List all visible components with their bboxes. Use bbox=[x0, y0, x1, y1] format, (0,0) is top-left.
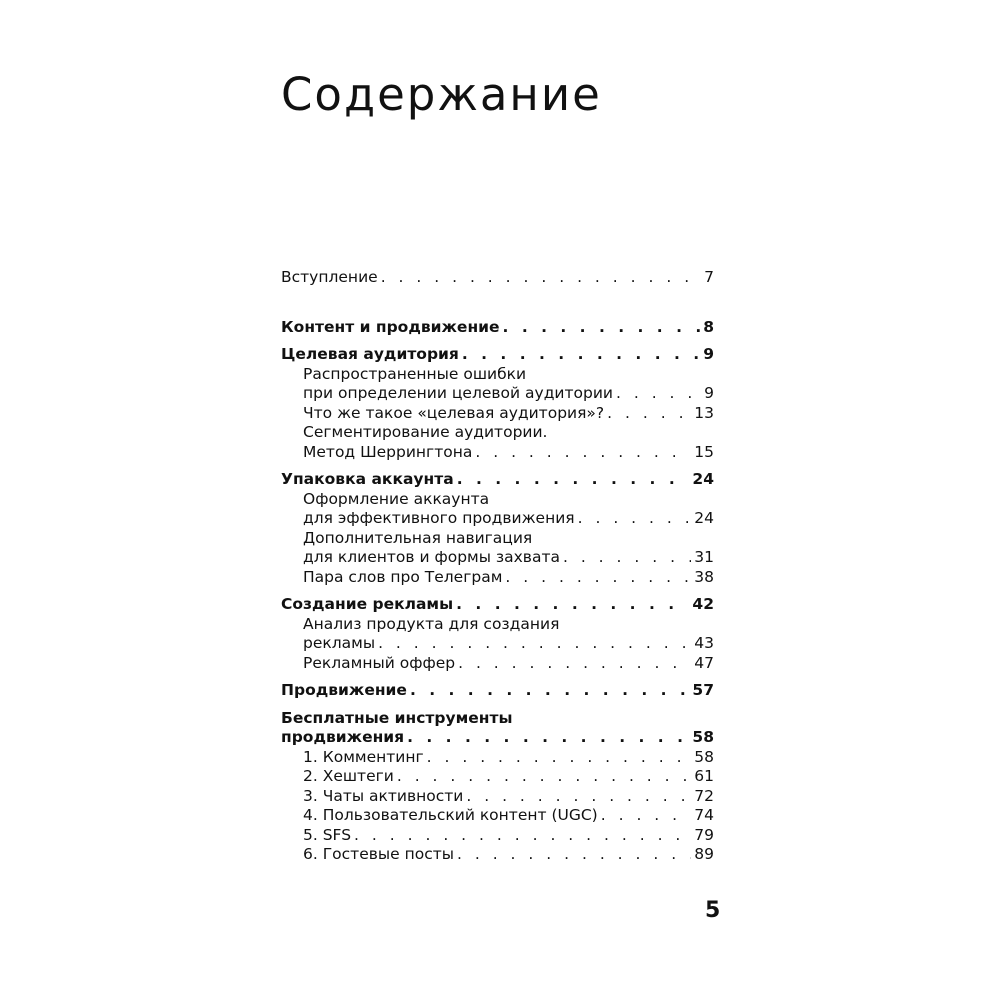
leader-dots bbox=[462, 345, 700, 365]
page-number: 5 bbox=[705, 898, 721, 923]
leader-dots bbox=[397, 767, 691, 787]
toc-section-label-line1: Бесплатные инструменты bbox=[281, 708, 513, 727]
toc-entry-page: 9 bbox=[703, 345, 714, 363]
toc-entry-intro[interactable] bbox=[281, 268, 714, 288]
leader-dots bbox=[616, 384, 701, 404]
toc-entry-page: 24 bbox=[694, 509, 714, 527]
toc-entry-label: Создание рекламы bbox=[281, 595, 454, 613]
leader-dots bbox=[475, 443, 691, 463]
leader-dots bbox=[457, 470, 690, 490]
toc-entry-label: для клиентов и формы захвата bbox=[303, 548, 560, 566]
toc-entry-label: Рекламный оффер bbox=[303, 653, 456, 672]
toc-entry-label: 5. SFS bbox=[303, 825, 352, 844]
toc-entry-page: 9 bbox=[704, 384, 714, 402]
leader-dots bbox=[563, 548, 691, 568]
leader-dots bbox=[354, 826, 691, 846]
leader-dots bbox=[466, 787, 691, 807]
toc-entry-page: 7 bbox=[704, 268, 714, 286]
leader-dots bbox=[381, 268, 701, 288]
leader-dots bbox=[427, 748, 692, 768]
toc-entry[interactable] bbox=[281, 509, 714, 529]
toc-entry-label: при определении целевой аудитории bbox=[303, 384, 613, 402]
toc-entry-label-line1: Сегментирование аудитории. bbox=[303, 423, 548, 441]
toc-entry-label: 4. Пользовательский контент (UGC) bbox=[303, 806, 598, 824]
toc-entry[interactable] bbox=[281, 654, 714, 674]
toc-entry-label: Метод Шеррингтона bbox=[303, 442, 473, 461]
toc-entry-label: Контент и продвижение bbox=[281, 317, 500, 336]
toc-entry-label: Продвижение bbox=[281, 681, 407, 699]
toc-section-target-audience[interactable] bbox=[281, 345, 714, 365]
toc-entry-page: 72 bbox=[694, 786, 714, 805]
toc-entry-label: Что же такое «целевая аудитория»? bbox=[303, 403, 605, 422]
table-of-contents bbox=[281, 268, 714, 865]
toc-entry-page: 38 bbox=[694, 567, 714, 586]
toc-section-free-tools[interactable] bbox=[281, 728, 714, 748]
toc-entry[interactable] bbox=[281, 845, 714, 865]
toc-entry[interactable] bbox=[281, 443, 714, 463]
toc-entry-page: 79 bbox=[694, 825, 714, 844]
toc-entry[interactable] bbox=[281, 748, 714, 768]
toc-entry-label-line1: Дополнительная навигация bbox=[303, 528, 533, 547]
toc-section-content-promotion[interactable] bbox=[281, 318, 714, 338]
toc-entry-label: продвижения bbox=[281, 728, 405, 746]
toc-entry[interactable] bbox=[281, 806, 714, 826]
leader-dots bbox=[407, 728, 689, 748]
toc-entry-page: 89 bbox=[694, 845, 714, 863]
toc-entry-label-line1: Оформление аккаунта bbox=[303, 489, 490, 508]
toc-entry[interactable] bbox=[281, 787, 714, 807]
toc-section-advertising[interactable] bbox=[281, 595, 714, 615]
toc-entry-page: 61 bbox=[694, 767, 714, 785]
toc-section-promotion[interactable] bbox=[281, 681, 714, 701]
leader-dots bbox=[378, 634, 691, 654]
leader-dots bbox=[503, 318, 701, 338]
toc-entry[interactable] bbox=[281, 634, 714, 654]
toc-entry-page: 47 bbox=[694, 653, 714, 672]
toc-entry[interactable] bbox=[281, 384, 714, 404]
toc-section-account-packaging[interactable] bbox=[281, 470, 714, 490]
toc-entry-page: 31 bbox=[694, 548, 714, 566]
leader-dots bbox=[578, 509, 692, 529]
toc-entry-label: Пара слов про Телеграм bbox=[303, 567, 503, 586]
leader-dots bbox=[458, 654, 691, 674]
leader-dots bbox=[410, 681, 689, 701]
leader-dots bbox=[601, 806, 692, 826]
toc-entry-label: Вступление bbox=[281, 268, 378, 286]
toc-entry-label: 3. Чаты активности bbox=[303, 786, 464, 805]
leader-dots bbox=[505, 568, 691, 588]
toc-entry-page: 43 bbox=[694, 634, 714, 652]
toc-entry[interactable] bbox=[281, 548, 714, 568]
toc-entry-label: Упаковка аккаунта bbox=[281, 470, 454, 488]
toc-entry-label-line1: Анализ продукта для создания bbox=[303, 614, 560, 633]
toc-entry-page: 57 bbox=[692, 681, 714, 699]
toc-entry-label: 1. Комментинг bbox=[303, 747, 424, 766]
toc-entry-label: 2. Хештеги bbox=[303, 767, 394, 785]
toc-entry-page: 74 bbox=[694, 806, 714, 824]
toc-entry-label: рекламы bbox=[303, 634, 376, 652]
toc-entry-page: 58 bbox=[694, 747, 714, 766]
toc-entry-label-line1: Распространенные ошибки bbox=[303, 364, 527, 383]
toc-entry[interactable] bbox=[281, 404, 714, 424]
toc-entry-page: 58 bbox=[692, 728, 714, 746]
toc-entry[interactable] bbox=[281, 826, 714, 846]
toc-entry-page: 8 bbox=[703, 317, 714, 336]
toc-entry-page: 42 bbox=[692, 595, 714, 613]
toc-entry-label: 6. Гостевые посты bbox=[303, 845, 454, 863]
leader-dots bbox=[456, 595, 689, 615]
toc-entry-page: 15 bbox=[694, 442, 714, 461]
toc-entry-label: для эффективного продвижения bbox=[303, 509, 575, 527]
toc-entry[interactable] bbox=[281, 767, 714, 787]
toc-entry-page: 13 bbox=[694, 403, 714, 422]
toc-entry-label: Целевая аудитория bbox=[281, 345, 459, 363]
toc-entry[interactable] bbox=[281, 568, 714, 588]
leader-dots bbox=[607, 404, 691, 424]
page-title: Содержание bbox=[281, 68, 602, 121]
toc-entry-page: 24 bbox=[692, 470, 714, 488]
leader-dots bbox=[457, 845, 691, 865]
